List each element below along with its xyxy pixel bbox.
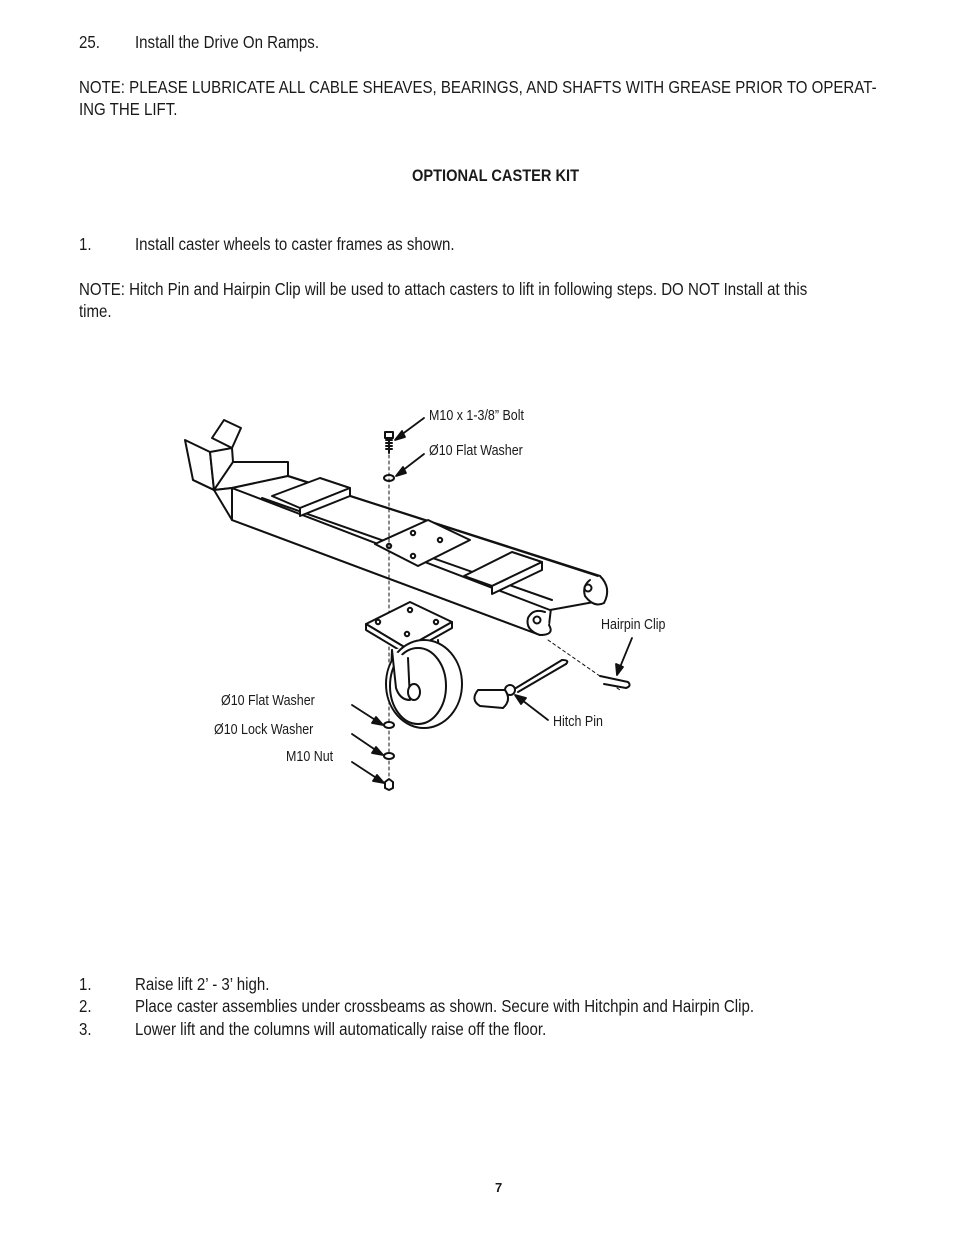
label-hitch-pin: Hitch Pin: [553, 714, 603, 730]
section-heading: OPTIONAL CASTER KIT: [412, 166, 580, 185]
step-3-num: 3.: [79, 1019, 92, 1039]
note-line-2: time.: [79, 301, 112, 321]
step-1-text-b: Raise lift 2’ - 3’ high.: [135, 974, 270, 994]
hitch-pin: [474, 640, 620, 708]
step-number: 25.: [79, 32, 100, 52]
page-number: 7: [495, 1180, 503, 1195]
label-bolt: M10 x 1-3/8” Bolt: [429, 408, 524, 424]
label-flat-washer-top: Ø10 Flat Washer: [429, 443, 523, 459]
step-1-num-b: 1.: [79, 974, 92, 994]
label-flat-washer-bottom: Ø10 Flat Washer: [221, 693, 315, 709]
note-line-1: NOTE: PLEASE LUBRICATE ALL CABLE SHEAVES, BEARINGS, AND SHAFTS WITH GREASE PRIOR TO OPERAT-: [79, 77, 877, 97]
step-2-text: Place caster assemblies under crossbeams as shown. Secure with Hitchpin and Hairpin Clip.: [135, 996, 755, 1016]
label-lock-washer: Ø10 Lock Washer: [214, 722, 314, 738]
step-3-text: Lower lift and the columns will automatically raise off the floor.: [135, 1019, 547, 1039]
label-hairpin-clip: Hairpin Clip: [601, 617, 666, 633]
step-text: Install the Drive On Ramps.: [135, 32, 320, 52]
hairpin-clip: [600, 676, 630, 688]
step-1-number: 1.: [79, 234, 92, 254]
caster-wheel-assembly: [366, 602, 462, 790]
note-line-1: NOTE: Hitch Pin and Hairpin Clip will be used to attach casters to lift in following steps. DO NOT Install at this: [79, 279, 808, 299]
step-1-text: Install caster wheels to caster frames as shown.: [135, 234, 455, 254]
note-line-2: ING THE LIFT.: [79, 99, 178, 119]
step-2-num: 2.: [79, 996, 92, 1016]
label-nut: M10 Nut: [286, 749, 334, 765]
